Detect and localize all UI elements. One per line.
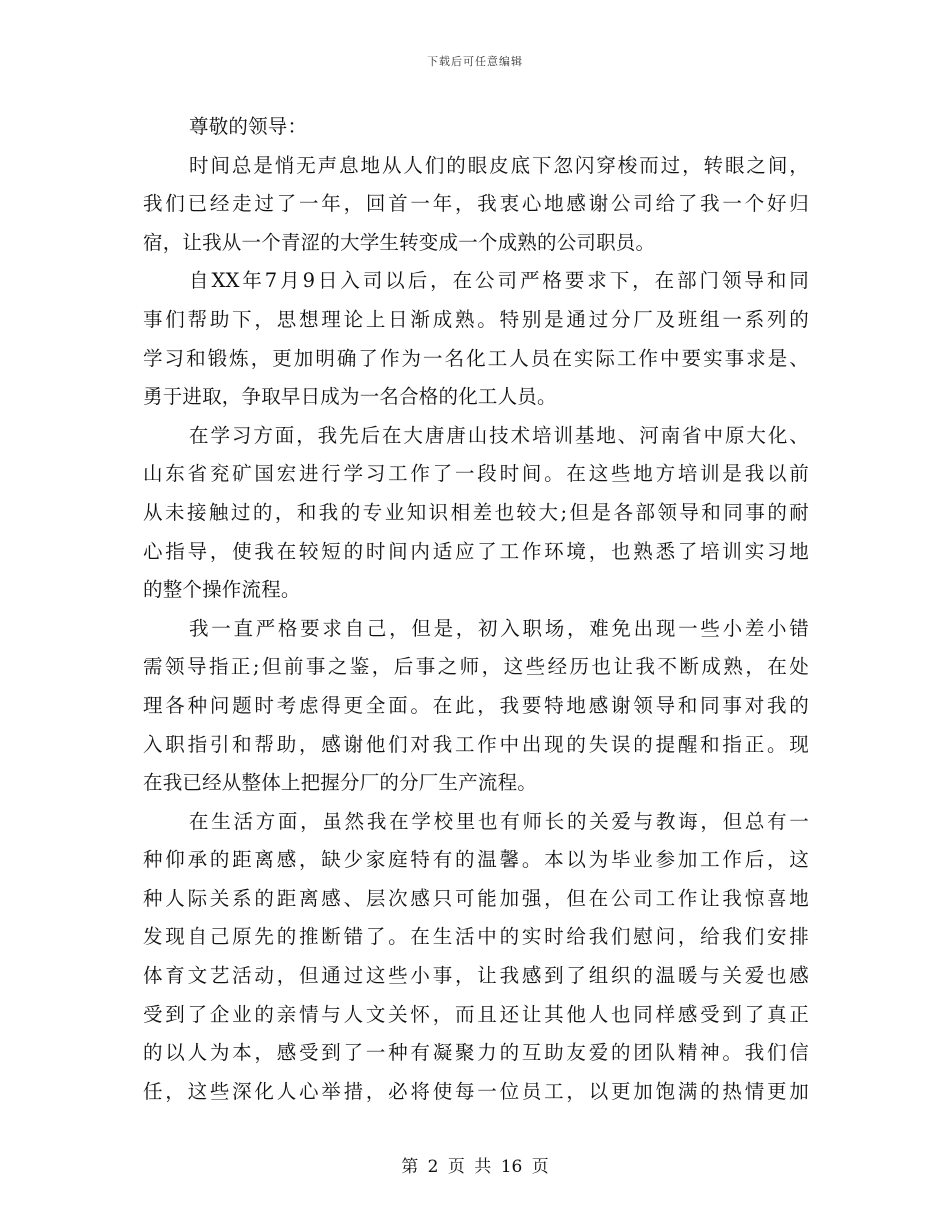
body-line: 需领导指正;但前事之鉴，后事之师，这些经历也让我不断成熟，在处: [143, 655, 809, 679]
body-line: 发现自己原先的推断错了。在生活中的实时给我们慰问，给我们安排: [143, 925, 809, 949]
body-line: 的以人为本，感受到了一种有凝聚力的互助友爱的团队精神。我们信: [143, 1041, 809, 1065]
body-line: 在学习方面，我先后在大唐唐山技术培训基地、河南省中原大化、: [189, 423, 809, 447]
body-line: 理各种问题时考虑得更全面。在此，我要特地感谢领导和同事对我的: [143, 693, 809, 717]
body-line: 心指导，使我在较短的时间内适应了工作环境，也熟悉了培训实习地: [143, 539, 809, 563]
body-line: 时间总是悄无声息地从人们的眼皮底下忽闪穿梭而过，转眼之间，: [189, 153, 809, 177]
body-line: 体育文艺活动，但通过这些小事，让我感到了组织的温暖与关爱也感: [143, 964, 809, 988]
body-line: 入职指引和帮助，感谢他们对我工作中出现的失误的提醒和指正。现: [143, 732, 809, 756]
body-line: 种仰承的距离感，缺少家庭特有的温馨。本以为毕业参加工作后，这: [143, 848, 809, 872]
page-header: 下载后可任意编辑: [427, 55, 523, 68]
body-line: 任，这些深化人心举措，必将使每一位员工，以更加饱满的热情更加: [143, 1079, 809, 1103]
body-line: 自XX年7月9日入司以后，在公司严格要求下，在部门领导和同: [189, 269, 809, 293]
body-line: 从未接触过的，和我的专业知识相差也较大;但是各部领导和同事的耐: [143, 500, 809, 524]
body-line: 学习和锻炼，更加明确了作为一名化工人员在实际工作中要实事求是、: [143, 346, 809, 370]
salutation-line: 尊敬的领导：: [189, 115, 308, 138]
body-line: 在我已经从整体上把握分厂的分厂生产流程。: [143, 771, 538, 795]
body-line: 宿，让我从一个青涩的大学生转变成一个成熟的公司职员。: [143, 230, 656, 254]
body-line: 种人际关系的距离感、层次感只可能加强，但在公司工作让我惊喜地: [143, 886, 809, 910]
body-line: 我们已经走过了一年，回首一年，我衷心地感谢公司给了我一个好归: [143, 192, 809, 216]
body-line: 的整个操作流程。: [143, 578, 301, 602]
body-line: 山东省兖矿国宏进行学习工作了一段时间。在这些地方培训是我以前: [143, 462, 809, 486]
document-body: [143, 108, 809, 1111]
page-number-footer: 第 2 页 共 16 页: [401, 1157, 549, 1177]
body-line: 在生活方面，虽然我在学校里也有师长的关爱与教诲，但总有一: [189, 809, 809, 833]
body-line: 受到了企业的亲情与人文关怀，而且还让其他人也同样感受到了真正: [143, 1002, 809, 1026]
body-line: 我一直严格要求自己，但是，初入职场，难免出现一些小差小错: [189, 616, 809, 640]
body-line: 勇于进取，争取早日成为一名合格的化工人员。: [143, 385, 557, 409]
body-line: 事们帮助下，思想理论上日渐成熟。特别是通过分厂及班组一系列的: [143, 307, 809, 331]
